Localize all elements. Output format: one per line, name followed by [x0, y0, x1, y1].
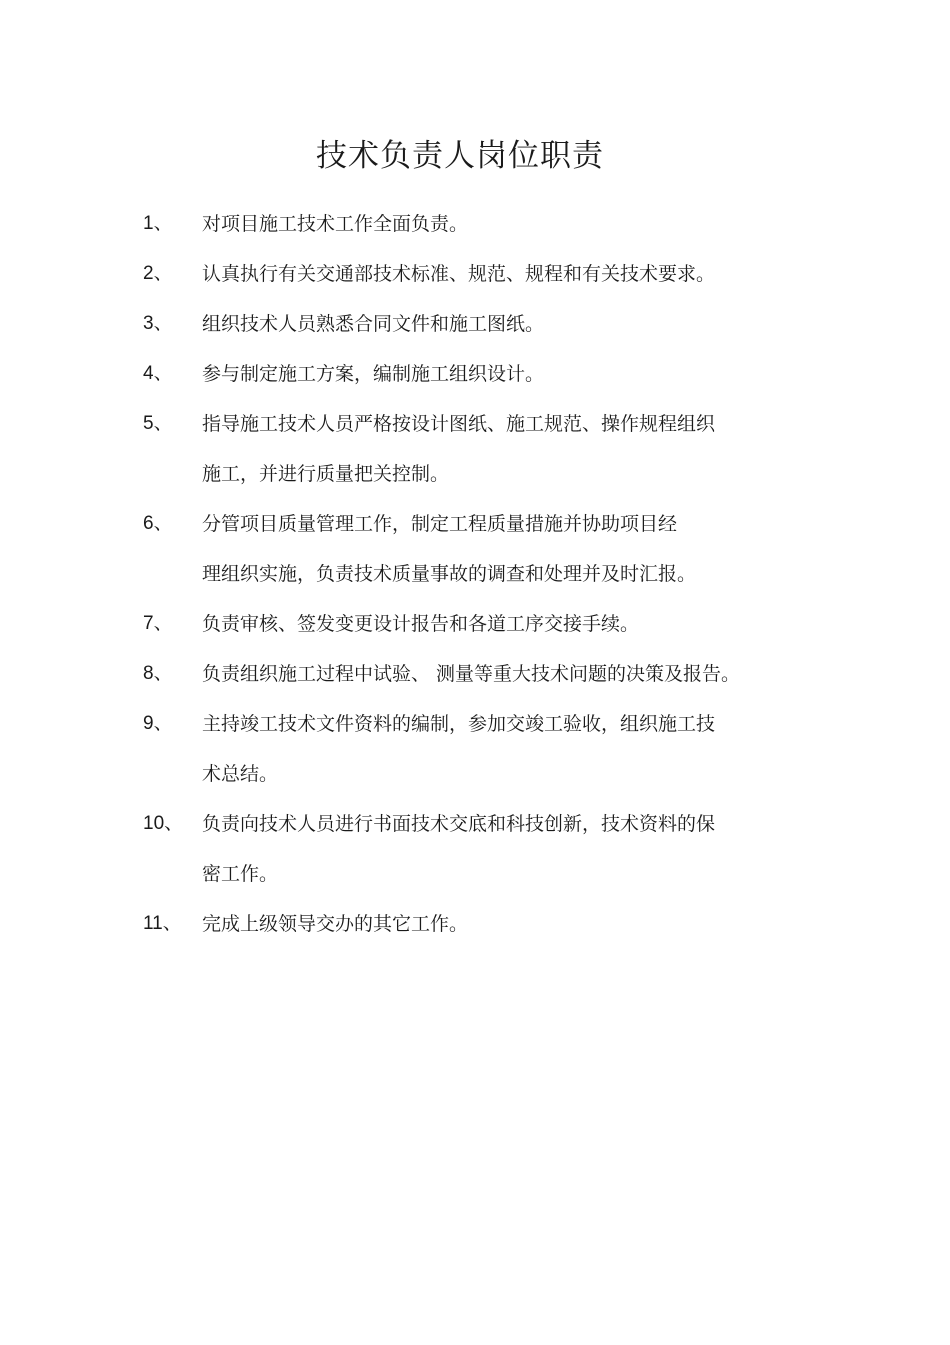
duty-number: 5、	[143, 413, 173, 434]
duty-text: 负责审核、签发变更设计报告和各道工序交接手续。	[202, 613, 640, 635]
duty-number: 4、	[143, 363, 173, 384]
duty-item-8	[143, 649, 823, 699]
document-title: 技术负责人岗位职责	[316, 138, 604, 174]
duty-text-continued: 术总结。	[202, 763, 279, 785]
duty-number: 9、	[143, 713, 173, 734]
duty-text: 认真执行有关交通部技术标准、规范、规程和有关技术要求。	[202, 263, 716, 285]
duty-item-2	[143, 249, 823, 299]
duty-number: 11、	[143, 913, 182, 934]
duty-item-7	[143, 599, 823, 649]
duty-list	[143, 199, 823, 949]
duty-number: 8、	[143, 663, 173, 684]
duty-text: 负责向技术人员进行书面技术交底和科技创新，技术资料的保	[202, 813, 716, 835]
duty-text: 负责组织施工过程中试验、 测量等重大技术问题的决策及报告。	[202, 663, 741, 685]
duty-text: 对项目施工技术工作全面负责。	[202, 213, 469, 235]
duty-text: 分管项目质量管理工作，制定工程质量措施并协助项目经	[202, 513, 678, 535]
duty-item-10	[143, 799, 823, 899]
duty-number: 10、	[143, 813, 184, 834]
duty-item-4	[143, 349, 823, 399]
duty-text-continued: 理组织实施，负责技术质量事故的调查和处理并及时汇报。	[202, 563, 697, 585]
duty-text-continued: 密工作。	[202, 863, 279, 885]
duty-text: 完成上级领导交办的其它工作。	[202, 913, 469, 935]
duty-text: 参与制定施工方案，编制施工组织设计。	[202, 363, 545, 385]
duty-text: 指导施工技术人员严格按设计图纸、施工规范、操作规程组织	[202, 413, 716, 435]
duty-item-6	[143, 499, 823, 599]
duty-item-9	[143, 699, 823, 799]
duty-item-1	[143, 199, 823, 249]
duty-text: 组织技术人员熟悉合同文件和施工图纸。	[202, 313, 545, 335]
duty-item-11	[143, 899, 823, 949]
duty-number: 6、	[143, 513, 173, 534]
duty-number: 3、	[143, 313, 173, 334]
duty-text: 主持竣工技术文件资料的编制，参加交竣工验收，组织施工技	[202, 713, 716, 735]
duty-item-5	[143, 399, 823, 499]
duty-number: 1、	[143, 213, 173, 234]
duty-number: 7、	[143, 613, 173, 634]
duty-number: 2、	[143, 263, 173, 284]
duty-item-3	[143, 299, 823, 349]
duty-text-continued: 施工，并进行质量把关控制。	[202, 463, 450, 485]
